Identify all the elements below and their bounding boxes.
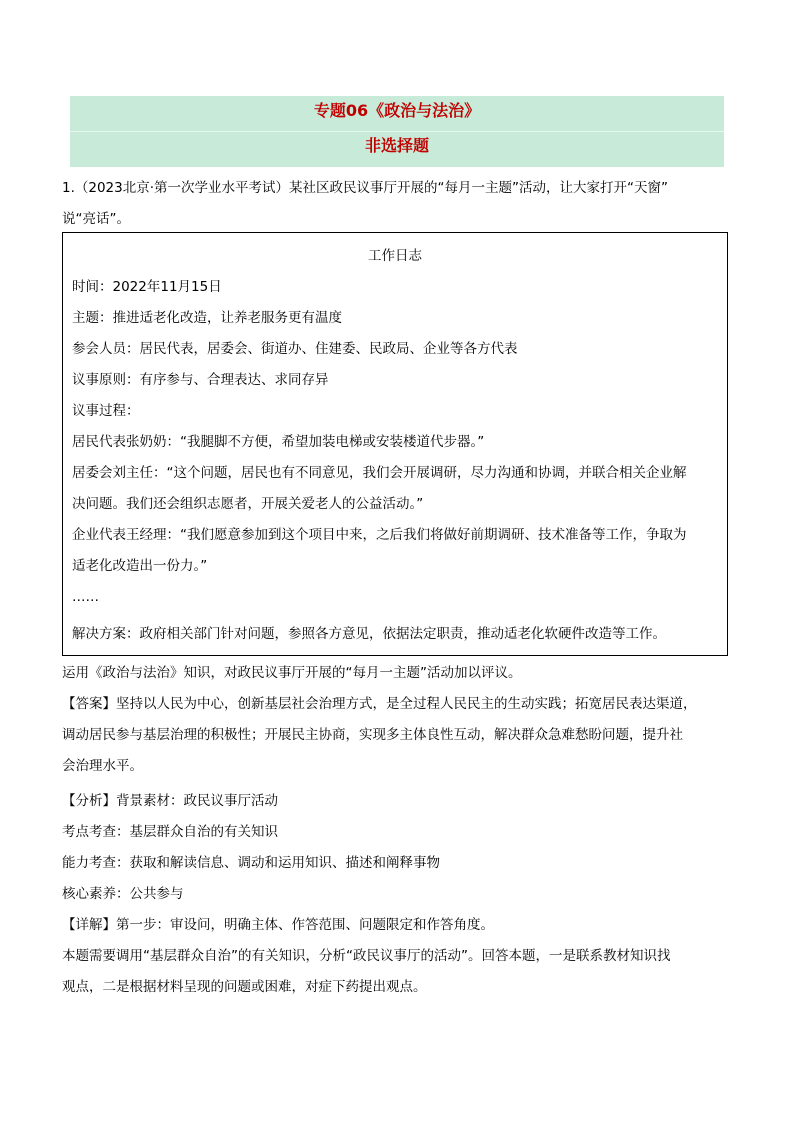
page-title: 专题06《政治与法治》 — [313, 101, 481, 120]
log-speech-resident: 居民代表张奶奶：“我腿脚不方便，希望加装电梯或安装楼道代步器。” — [72, 434, 485, 450]
log-speech-committee-line-2: 决问题。我们还会组织志愿者，开展关爱老人的公益活动。” — [72, 496, 424, 512]
analysis-literacy: 核心素养：公共参与 — [62, 886, 184, 902]
analysis-line-background — [62, 786, 732, 817]
analysis-background: 背景素材：政民议事厅活动 — [116, 793, 278, 809]
log-solution: 解决方案：政府相关部门针对问题，参照各方意见，依据法定职责，推动适老化软硬件改造等工作。 — [72, 626, 666, 642]
detail-step-1-text: 第一步：审设问，明确主体、作答范围、问题限定和作答角度。 — [116, 917, 494, 933]
work-log-box — [62, 232, 728, 656]
log-speech-committee-line-1: 居委会刘主任：“这个问题，居民也有不同意见，我们会开展调研，尽力沟通和协调，并联合相关企业解 — [72, 465, 687, 481]
task-prompt: 运用《政治与法治》知识，对政民议事厅开展的“每月一主题”活动加以评议。 — [62, 665, 522, 681]
log-speech-enterprise-line-2: 适老化改造出一份力。” — [72, 558, 208, 574]
detail-line-1: 本题需要调用“基层群众自治”的有关知识，分析“政民议事厅的活动”。回答本题，一是联系教材知识找 — [62, 948, 671, 964]
answer-line-1 — [62, 689, 732, 720]
answer-line-2: 调动居民参与基层治理的积极性；开展民主协商，实现多主体良性互动，解决群众急难愁盼问题，提升社 — [62, 727, 683, 743]
analysis-knowledge: 考点考查：基层群众自治的有关知识 — [62, 824, 278, 840]
detail-step-1 — [62, 910, 732, 941]
answer-text-1: 坚持以人民为中心，创新基层社会治理方式，是全过程人民民主的生动实践；拓宽居民表达渠道， — [116, 696, 697, 712]
log-time: 时间：2022年11月15日 — [72, 279, 222, 295]
answer-line-3: 会治理水平。 — [62, 758, 143, 774]
analysis-label: 【分析】 — [62, 793, 116, 809]
detail-line-2: 观点，二是根据材料呈现的问题或困难，对症下药提出观点。 — [62, 979, 427, 995]
log-principle: 议事原则：有序参与、合理表达、求同存异 — [72, 372, 329, 388]
question-intro-line-2: 说“亮话”。 — [62, 211, 130, 227]
log-topic: 主题：推进适老化改造，让养老服务更有温度 — [72, 310, 342, 326]
page-subtitle: 非选择题 — [364, 136, 429, 155]
log-title: 工作日志 — [368, 248, 422, 264]
question-intro — [62, 173, 732, 235]
detail-section — [62, 910, 732, 1003]
detail-label: 【详解】 — [62, 917, 116, 933]
banner-divider — [70, 131, 724, 132]
log-participants: 参会人员：居民代表，居委会、街道办、住建委、民政局、企业等各方代表 — [72, 341, 518, 357]
answer-section — [62, 689, 732, 782]
answer-label: 【答案】 — [62, 696, 116, 712]
analysis-section — [62, 786, 732, 910]
log-speech-enterprise-line-1: 企业代表王经理：“我们愿意参加到这个项目中来，之后我们将做好前期调研、技术准备等工作，争取为 — [72, 527, 687, 543]
title-banner — [70, 96, 724, 167]
analysis-ability: 能力考查：获取和解读信息、调动和运用知识、描述和阐释事物 — [62, 855, 440, 871]
log-process-label: 议事过程： — [72, 403, 140, 419]
log-ellipsis: …… — [72, 589, 99, 605]
question-intro-line-1: 1.（2023北京·第一次学业水平考试）某社区政民议事厅开展的“每月一主题”活动，让大家打开“天窗” — [62, 180, 669, 196]
